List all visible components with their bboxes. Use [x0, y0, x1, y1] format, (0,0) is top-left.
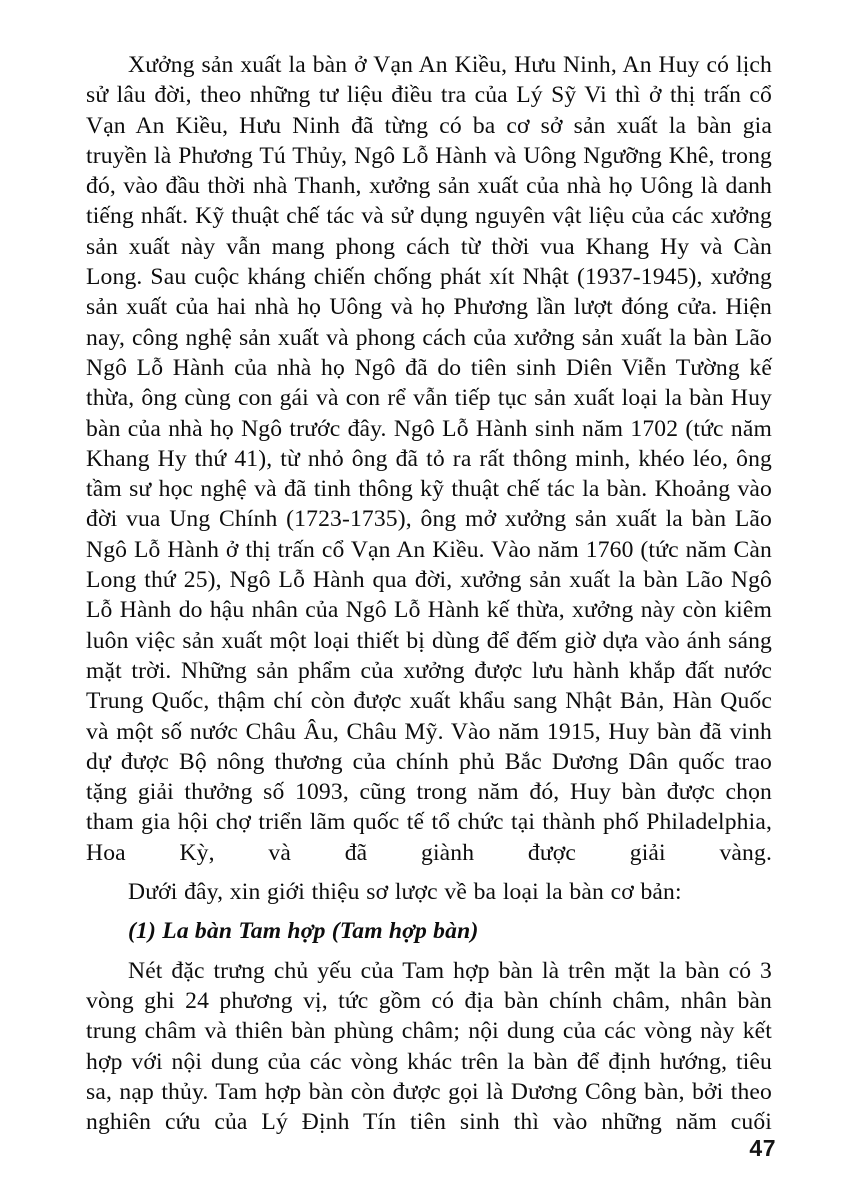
- body-paragraph-2: Dưới đây, xin giới thiệu sơ lược về ba loại la bàn cơ bản:: [128, 879, 682, 906]
- text-column: [86, 50, 772, 1137]
- page-number: 47: [749, 1135, 776, 1161]
- section-heading-1: (1) La bàn Tam hợp (Tam hợp bàn): [128, 918, 479, 945]
- body-paragraph-3: Nét đặc trưng chủ yếu của Tam hợp bàn là trên mặt la bàn có 3 vòng ghi 24 phương vị, tức gồm có địa bàn chính châm, nhân bàn trung châm và thiên bàn phùng châm; nội dung của các vòng này kết hợp với nội dung của các vòng khác trên la bàn để định hướng, tiêu sa, nạp thủy. Tam hợp bàn còn được gọi là Dương Công bàn, bởi theo nghiên cứu của Lý Định Tín tiên sinh thì vào những năm cuối: [86, 957, 772, 1136]
- body-paragraph-1: Xưởng sản xuất la bàn ở Vạn An Kiều, Hưu Ninh, An Huy có lịch sử lâu đời, theo những tư liệu điều tra của Lý Sỹ Vi thì ở thị trấn cổ Vạn An Kiều, Hưu Ninh đã từng có ba cơ sở sản xuất la bàn gia truyền là Phương Tú Thủy, Ngô Lỗ Hành và Uông Ngưỡng Khê, trong đó, vào đầu thời nhà Thanh, xưởng sản xuất của nhà họ Uông là danh tiếng nhất. Kỹ thuật chế tác và sử dụng nguyên vật liệu của các xưởng sản xuất này vẫn mang phong cách từ thời vua Khang Hy và Càn Long. Sau cuộc kháng chiến chống phát xít Nhật (1937-1945), xưởng sản xuất của hai nhà họ Uông và họ Phương lần lượt đóng cửa. Hiện nay, công nghệ sản xuất và phong cách của xưởng sản xuất la bàn Lão Ngô Lỗ Hành của nhà họ Ngô đã do tiên sinh Diên Viễn Tường kế thừa, ông cùng con gái và con rể vẫn tiếp tục sản xuất loại la bàn Huy bàn của nhà họ Ngô trước đây. Ngô Lỗ Hành sinh năm 1702 (tức năm Khang Hy thứ 41), từ nhỏ ông đã tỏ ra rất thông minh, khéo léo, ông tầm sư học nghệ và đã tinh thông kỹ thuật chế tác la bàn. Khoảng vào đời vua Ung Chính (1723-1735), ông mở xưởng sản xuất la bàn Lão Ngô Lỗ Hành ở thị trấn cổ Vạn An Kiều. Vào năm 1760 (tức năm Càn Long thứ 25), Ngô Lỗ Hành qua đời, xưởng sản xuất la bàn Lão Ngô Lỗ Hành do hậu nhân của Ngô Lỗ Hành kế thừa, xưởng này còn kiêm luôn việc sản xuất một loại thiết bị dùng để đếm giờ dựa vào ánh sáng mặt trời. Những sản phẩm của xưởng được lưu hành khắp đất nước Trung Quốc, thậm chí còn được xuất khẩu sang Nhật Bản, Hàn Quốc và một số nước Châu Âu, Châu Mỹ. Vào năm 1915, Huy bàn đã vinh dự được Bộ nông thương của chính phủ Bắc Dương Dân quốc trao tặng giải thưởng số 1093, cũng trong năm đó, Huy bàn được chọn tham gia hội chợ triển lãm quốc tế tổ chức tại thành phố Philadelphia, Hoa Kỳ, và đã giành được giải vàng.: [86, 52, 772, 866]
